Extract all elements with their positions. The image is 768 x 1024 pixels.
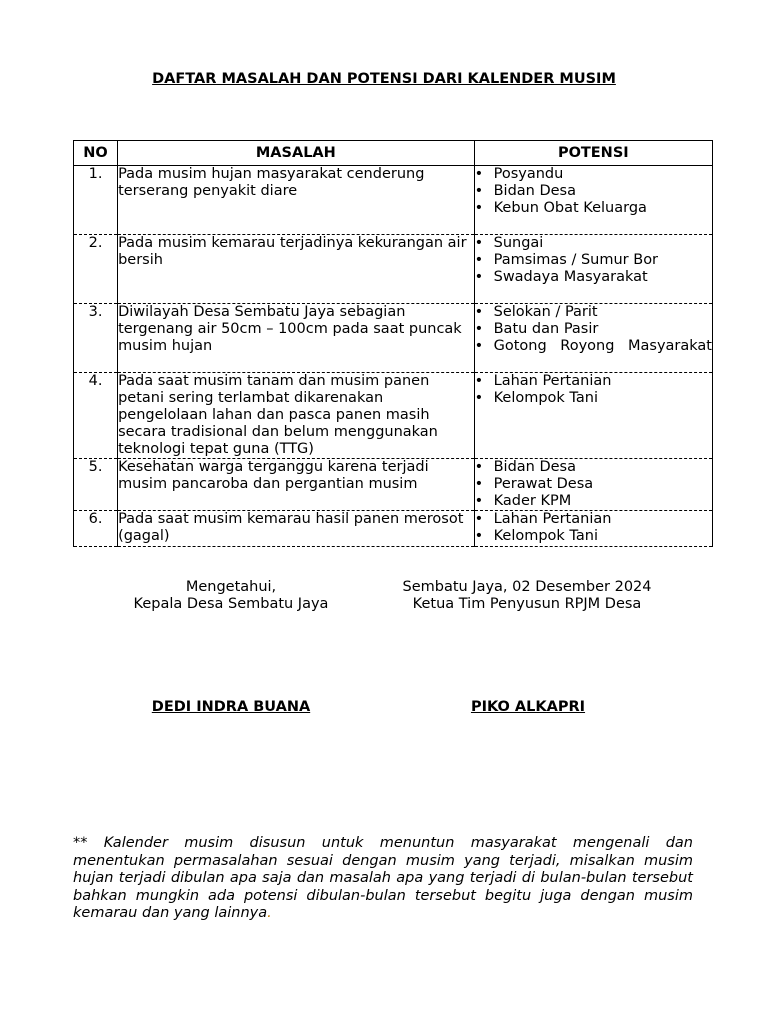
list-item: • Kelompok Tani <box>475 528 712 545</box>
list-item: • Pamsimas / Sumur Bor <box>475 252 712 269</box>
potensi-list <box>475 459 712 510</box>
header-masalah: MASALAH <box>118 141 475 166</box>
list-item: • Lahan Pertanian <box>475 373 712 390</box>
row-potensi <box>474 235 712 304</box>
signer-role-right: Ketua Tim Penyusun RPJM Desa <box>412 596 642 612</box>
list-item: • Gotong Royong Masyarakat <box>475 338 712 355</box>
list-item: • Swadaya Masyarakat <box>475 269 712 286</box>
row-masalah: Pada musim kemarau terjadinya kekurangan air bersih <box>118 235 475 304</box>
signer-role-left: Kepala Desa Sembatu Jaya <box>133 596 329 612</box>
row-potensi <box>474 304 712 373</box>
table-row <box>74 511 713 547</box>
footnote <box>73 835 693 923</box>
row-masalah: Pada saat musim kemarau hasil panen merosot (gagal) <box>118 511 475 547</box>
signer-name-right: PIKO ALKAPRI <box>470 699 586 715</box>
list-item: • Kebun Obat Keluarga <box>475 200 712 217</box>
potensi-list <box>475 511 712 545</box>
row-potensi <box>474 511 712 547</box>
problem-potential-table <box>73 140 713 547</box>
row-masalah: Pada musim hujan masyarakat cenderung terserang penyakit diare <box>118 166 475 235</box>
table-row <box>74 235 713 304</box>
potensi-list <box>475 166 712 217</box>
list-item: • Sungai <box>475 235 712 252</box>
list-item: • Lahan Pertanian <box>475 511 712 528</box>
table-row <box>74 459 713 511</box>
table-row <box>74 373 713 459</box>
footnote-text: ** Kalender musim disusun untuk menuntun masyarakat mengenali dan menentukan permasalahan sesuai dengan musim yang terjadi, misalkan musim hujan terjadi dibulan apa saja dan masalah apa yang terjadi di bulan-bulan tersebut bahkan mungkin ada potensi dibulan-bulan tersebut begitu juga dengan musim kemarau dan yang lainnya <box>73 835 693 921</box>
list-item: • Kelompok Tani <box>475 390 712 407</box>
header-potensi: POTENSI <box>474 141 712 166</box>
list-item: • Perawat Desa <box>475 476 712 493</box>
list-item: • Bidan Desa <box>475 459 712 476</box>
potensi-list <box>475 373 712 407</box>
signature-block-left <box>100 579 362 613</box>
table-row <box>74 304 713 373</box>
row-number: 2. <box>74 235 118 304</box>
row-potensi <box>474 459 712 511</box>
place-date: Sembatu Jaya, 02 Desember 2024 <box>402 579 652 595</box>
document-title: DAFTAR MASALAH DAN POTENSI DARI KALENDER MUSIM <box>152 71 616 87</box>
list-item: • Selokan / Parit <box>475 304 712 321</box>
acknowledgement-label: Mengetahui, <box>185 579 277 595</box>
footnote-tail: . <box>267 905 272 921</box>
signature-block-right <box>380 579 674 613</box>
row-number: 1. <box>74 166 118 235</box>
list-item: • Posyandu <box>475 166 712 183</box>
list-item: • Bidan Desa <box>475 183 712 200</box>
row-masalah: Kesehatan warga terganggu karena terjadi musim pancaroba dan pergantian musim <box>118 459 475 511</box>
row-number: 5. <box>74 459 118 511</box>
table-row <box>74 166 713 235</box>
list-item: • Batu dan Pasir <box>475 321 712 338</box>
row-number: 4. <box>74 373 118 459</box>
row-masalah: Diwilayah Desa Sembatu Jaya sebagian tergenang air 50cm – 100cm pada saat puncak musim hujan <box>118 304 475 373</box>
potensi-list <box>475 304 712 355</box>
header-no: NO <box>74 141 118 166</box>
row-number: 3. <box>74 304 118 373</box>
row-masalah: Pada saat musim tanam dan musim panen petani sering terlambat dikarenakan pengelolaan lahan dan pasca panen masih secara tradisional dan belum menggunakan teknologi tepat guna (TTG) <box>118 373 475 459</box>
row-potensi <box>474 373 712 459</box>
table-header-row <box>74 141 713 166</box>
list-item: • Kader KPM <box>475 493 712 510</box>
row-number: 6. <box>74 511 118 547</box>
potensi-list <box>475 235 712 286</box>
signer-name-left: DEDI INDRA BUANA <box>151 699 311 715</box>
row-potensi <box>474 166 712 235</box>
